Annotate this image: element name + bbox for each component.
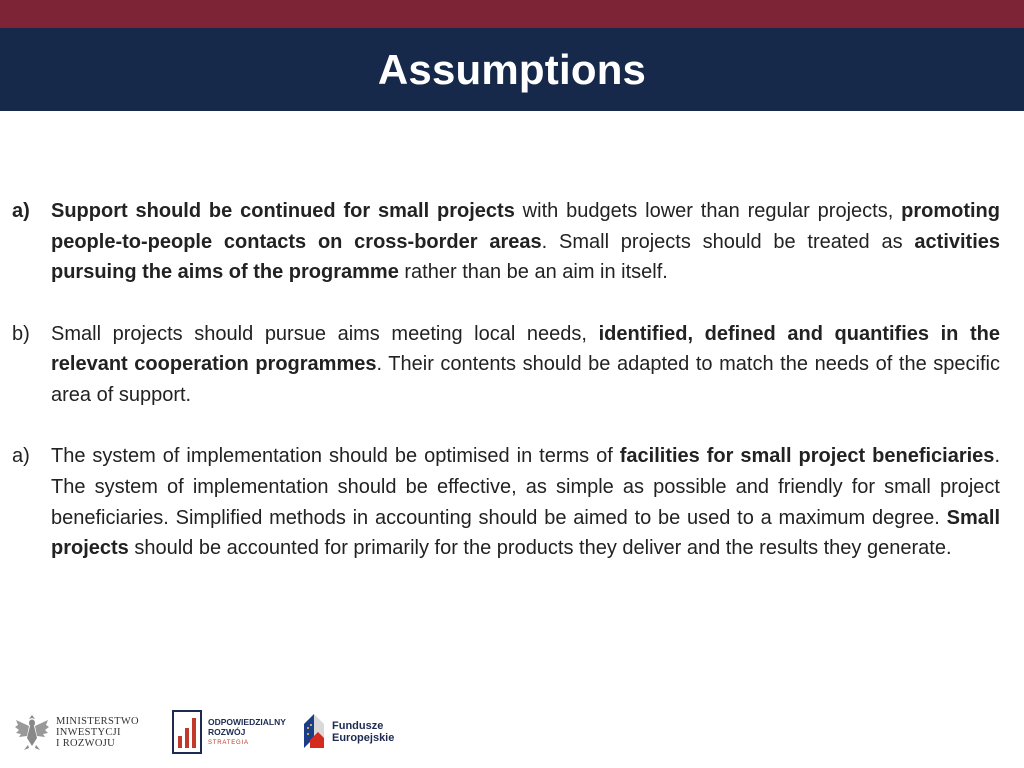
ministry-line: MINISTERSTWO xyxy=(56,715,139,727)
emphasis: promoting people-to-people contacts on cross-border areas xyxy=(51,200,1000,253)
strategy-name xyxy=(208,717,286,748)
assumption-item-b-local-needs xyxy=(12,319,1000,411)
emphasis: Small projects xyxy=(51,506,1000,560)
assumption-item-a-support xyxy=(12,196,1000,288)
eu-funds-line: Fundusze xyxy=(332,720,384,732)
text-run: The system of implementation should be optimised in terms of xyxy=(51,445,620,468)
item-text xyxy=(51,441,1000,564)
eu-funds-logo xyxy=(300,712,394,752)
text-run: should be accounted for primarily for the products they deliver and the results they generate. xyxy=(128,537,952,560)
item-marker: a) xyxy=(12,200,30,222)
item-marker: b) xyxy=(12,322,30,345)
assumptions-list xyxy=(12,196,1000,595)
title-bar xyxy=(0,28,1024,111)
emphasis: facilities for small project beneficiaries xyxy=(619,445,995,468)
ministry-name xyxy=(56,716,139,749)
footer-logos xyxy=(0,700,1024,768)
strategy-bars-icon xyxy=(172,710,202,754)
strategy-line: ROZWÓJ xyxy=(208,726,246,737)
assumption-item-implementation xyxy=(12,441,1000,564)
text-run: with budgets lower than regular projects, xyxy=(514,200,902,222)
text-run: . The system of implementation should be effective, as simple as possible and friendly for small project beneficiaries. Simplified methods in accounting should be aimed to be used to a maximum degree. xyxy=(51,445,1000,529)
eu-funds-flag-icon xyxy=(300,712,326,752)
top-accent-stripe xyxy=(0,0,1024,28)
ministry-line: I ROZWOJU xyxy=(56,737,115,749)
item-text xyxy=(51,196,1000,288)
text-run: rather than be an aim in itself. xyxy=(398,261,668,284)
emphasis: identified, defined and quantifies in the relevant cooperation programmes xyxy=(51,322,1000,376)
polish-eagle-emblem-icon xyxy=(14,712,50,752)
item-marker: a) xyxy=(12,445,30,468)
eu-funds-line: Europejskie xyxy=(332,732,395,744)
eu-funds-name xyxy=(332,720,394,744)
strategy-line: STRATEGIA xyxy=(208,739,249,746)
text-run: . Their contents should be adapted to match the needs of the specific area of support. xyxy=(51,353,1000,407)
ministry-logo xyxy=(14,712,139,752)
strategy-line: ODPOWIEDZIALNY xyxy=(208,716,286,727)
ministry-line: INWESTYCJI xyxy=(56,726,121,738)
strategy-logo xyxy=(172,710,286,754)
slide-title: Assumptions xyxy=(377,45,647,93)
text-run: . Small projects should be treated as xyxy=(541,230,915,253)
emphasis: activities pursuing the aims of the programme xyxy=(51,230,1001,284)
item-text xyxy=(51,319,1000,411)
text-run: Small projects should pursue aims meeting local needs, xyxy=(51,322,599,345)
emphasis: Support should be continued for small projects xyxy=(51,200,515,222)
